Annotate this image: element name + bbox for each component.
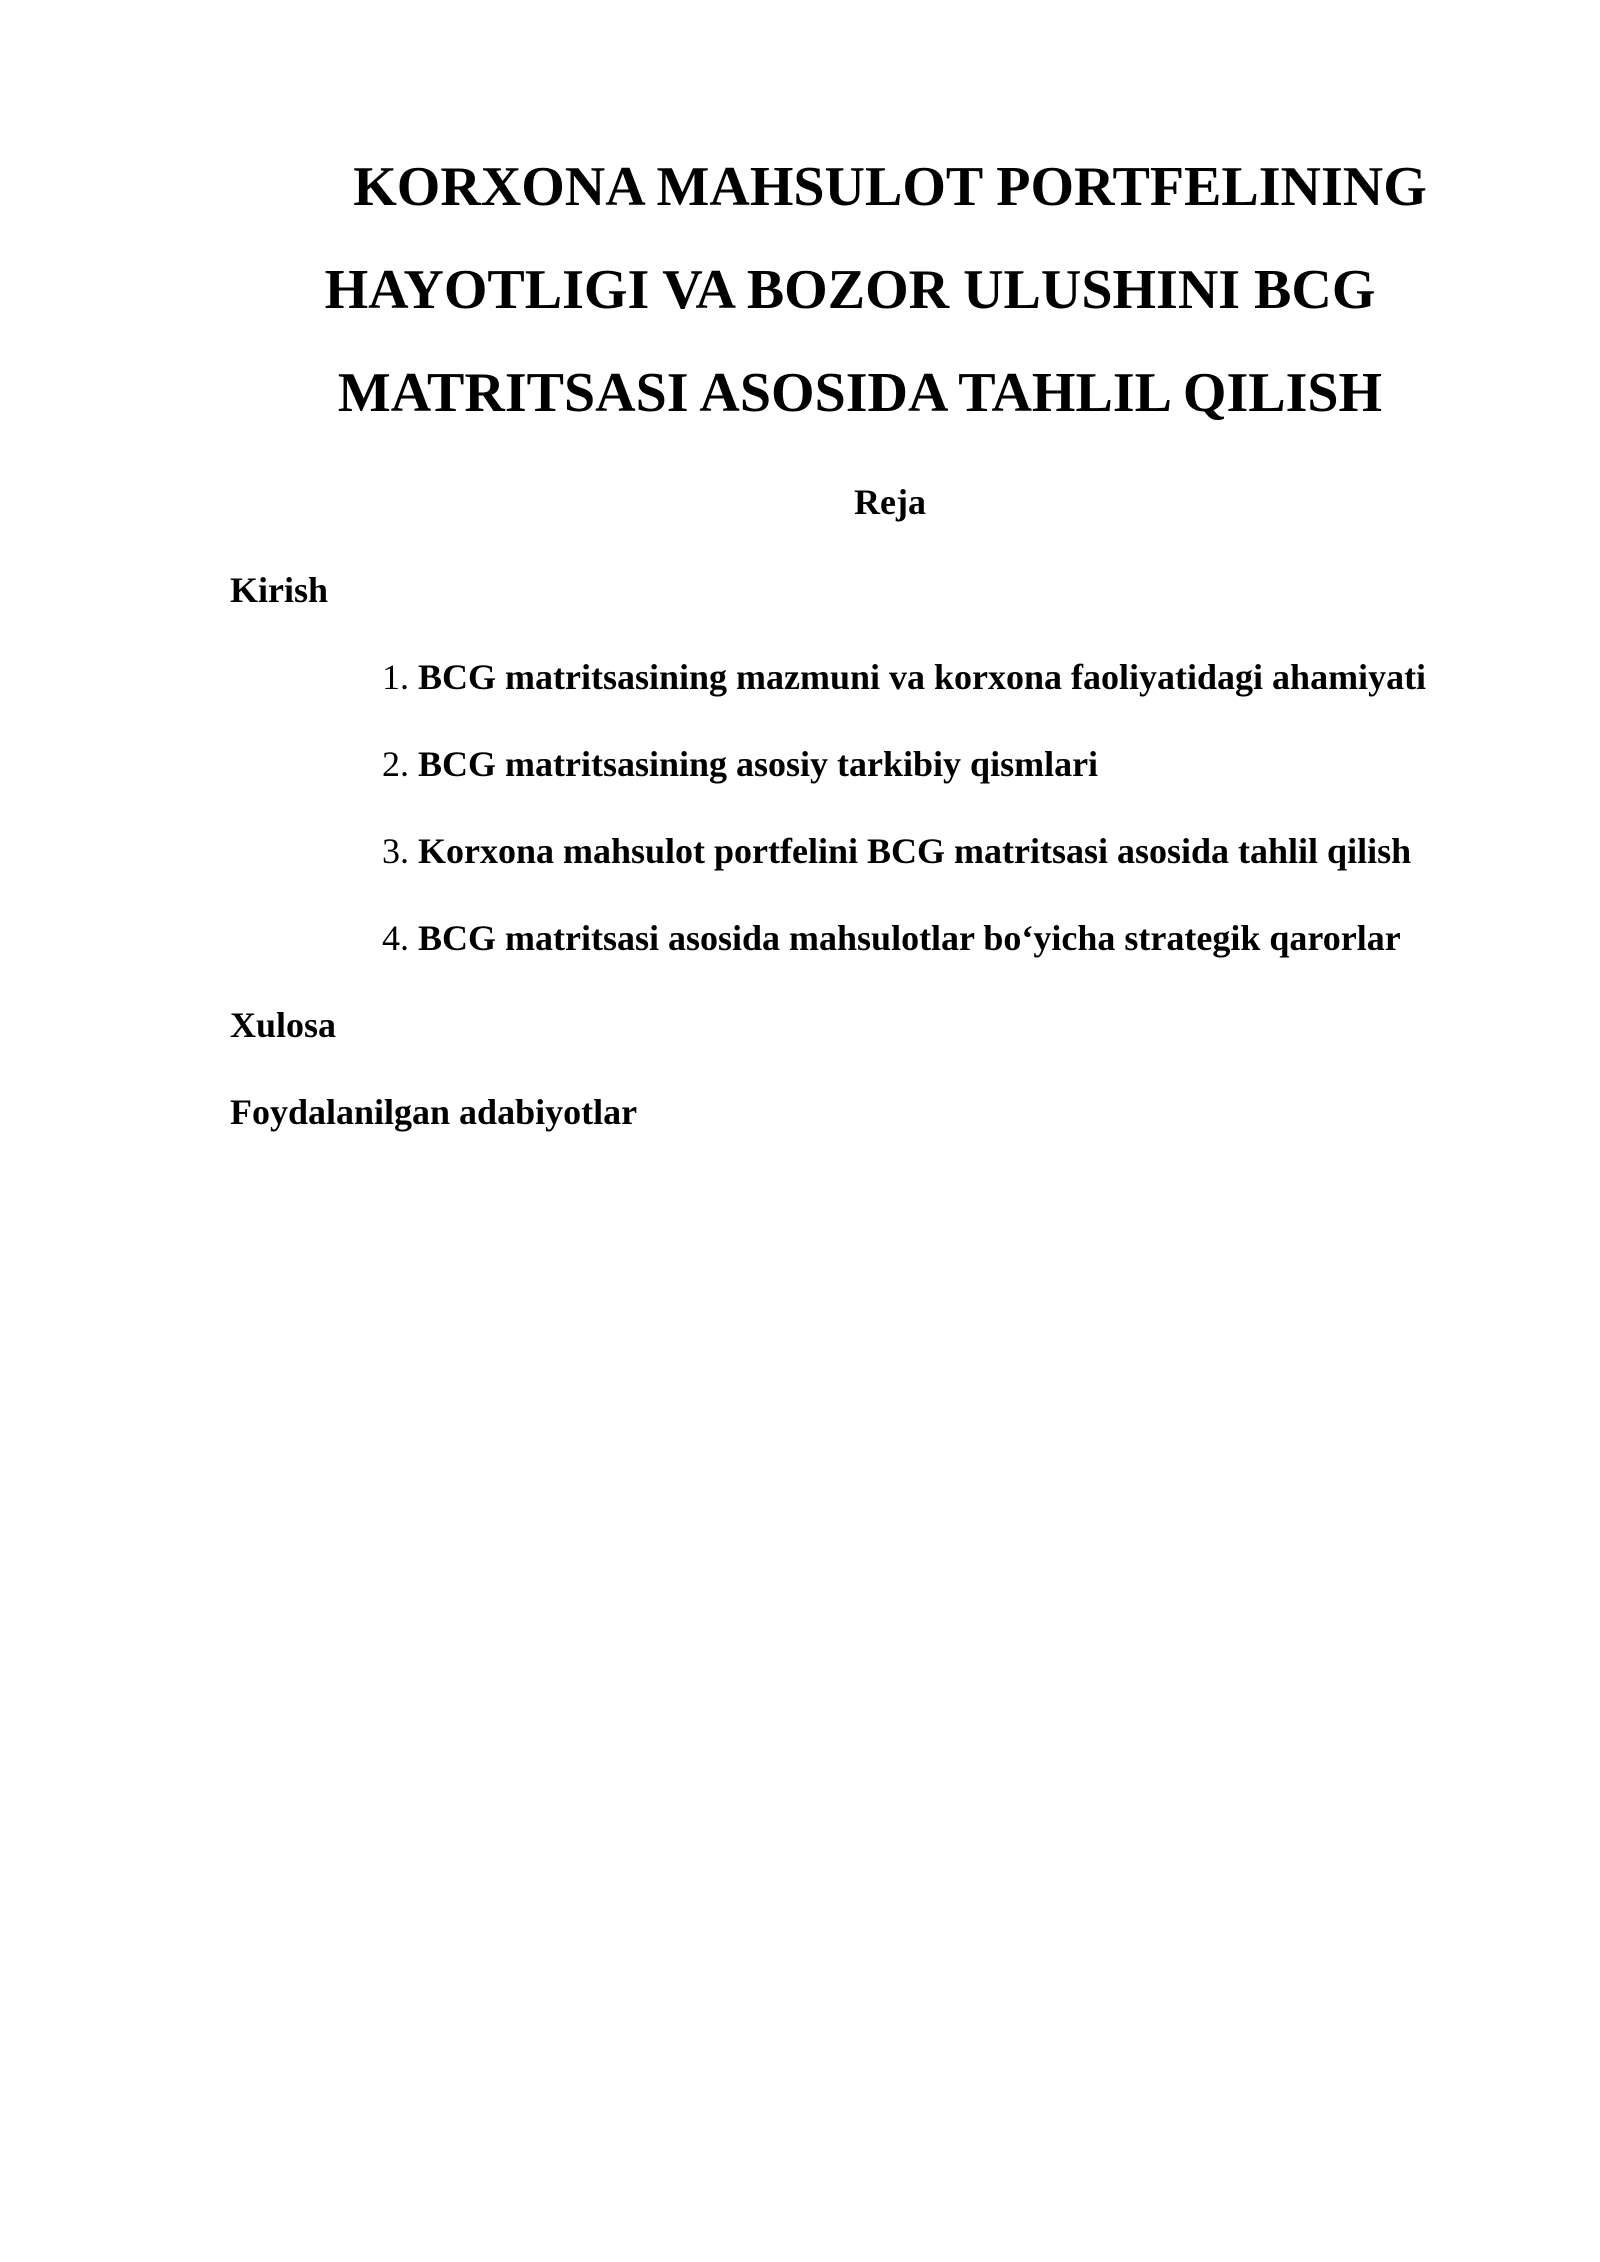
plan-item-text: BCG matritsasining asosiy tarkibiy qismlari — [418, 744, 1099, 784]
plan-list-item — [382, 742, 1098, 786]
document-title-line-1: KORXONA MAHSULOT PORTFELINING — [353, 156, 1427, 218]
document-title-line-3: MATRITSASI ASOSIDA TAHLIL QILISH — [337, 362, 1383, 424]
plan-list-item — [382, 916, 1401, 960]
document-title-line-2: HAYOTLIGI VA BOZOR ULUSHINI BCG — [324, 259, 1376, 321]
conclusion-section-label: Xulosa — [230, 1005, 337, 1045]
plan-item-number: 2. — [382, 744, 418, 784]
plan-list-item — [382, 655, 1426, 699]
intro-section-label: Kirish — [230, 570, 329, 610]
plan-item-number: 3. — [382, 831, 418, 871]
references-section-label: Foydalanilgan adabiyotlar — [230, 1092, 638, 1132]
plan-item-number: 1. — [382, 657, 418, 697]
plan-item-text: Korxona mahsulot portfelini BCG matritsasi asosida tahlil qilish — [418, 831, 1412, 871]
plan-item-text: BCG matritsasi asosida mahsulotlar bo‘yicha strategik qarorlar — [418, 918, 1401, 958]
plan-item-number: 4. — [382, 918, 418, 958]
plan-list-item — [382, 829, 1411, 873]
plan-item-text: BCG matritsasining mazmuni va korxona faoliyatidagi ahamiyati — [418, 657, 1427, 697]
plan-heading: Reja — [854, 482, 926, 522]
